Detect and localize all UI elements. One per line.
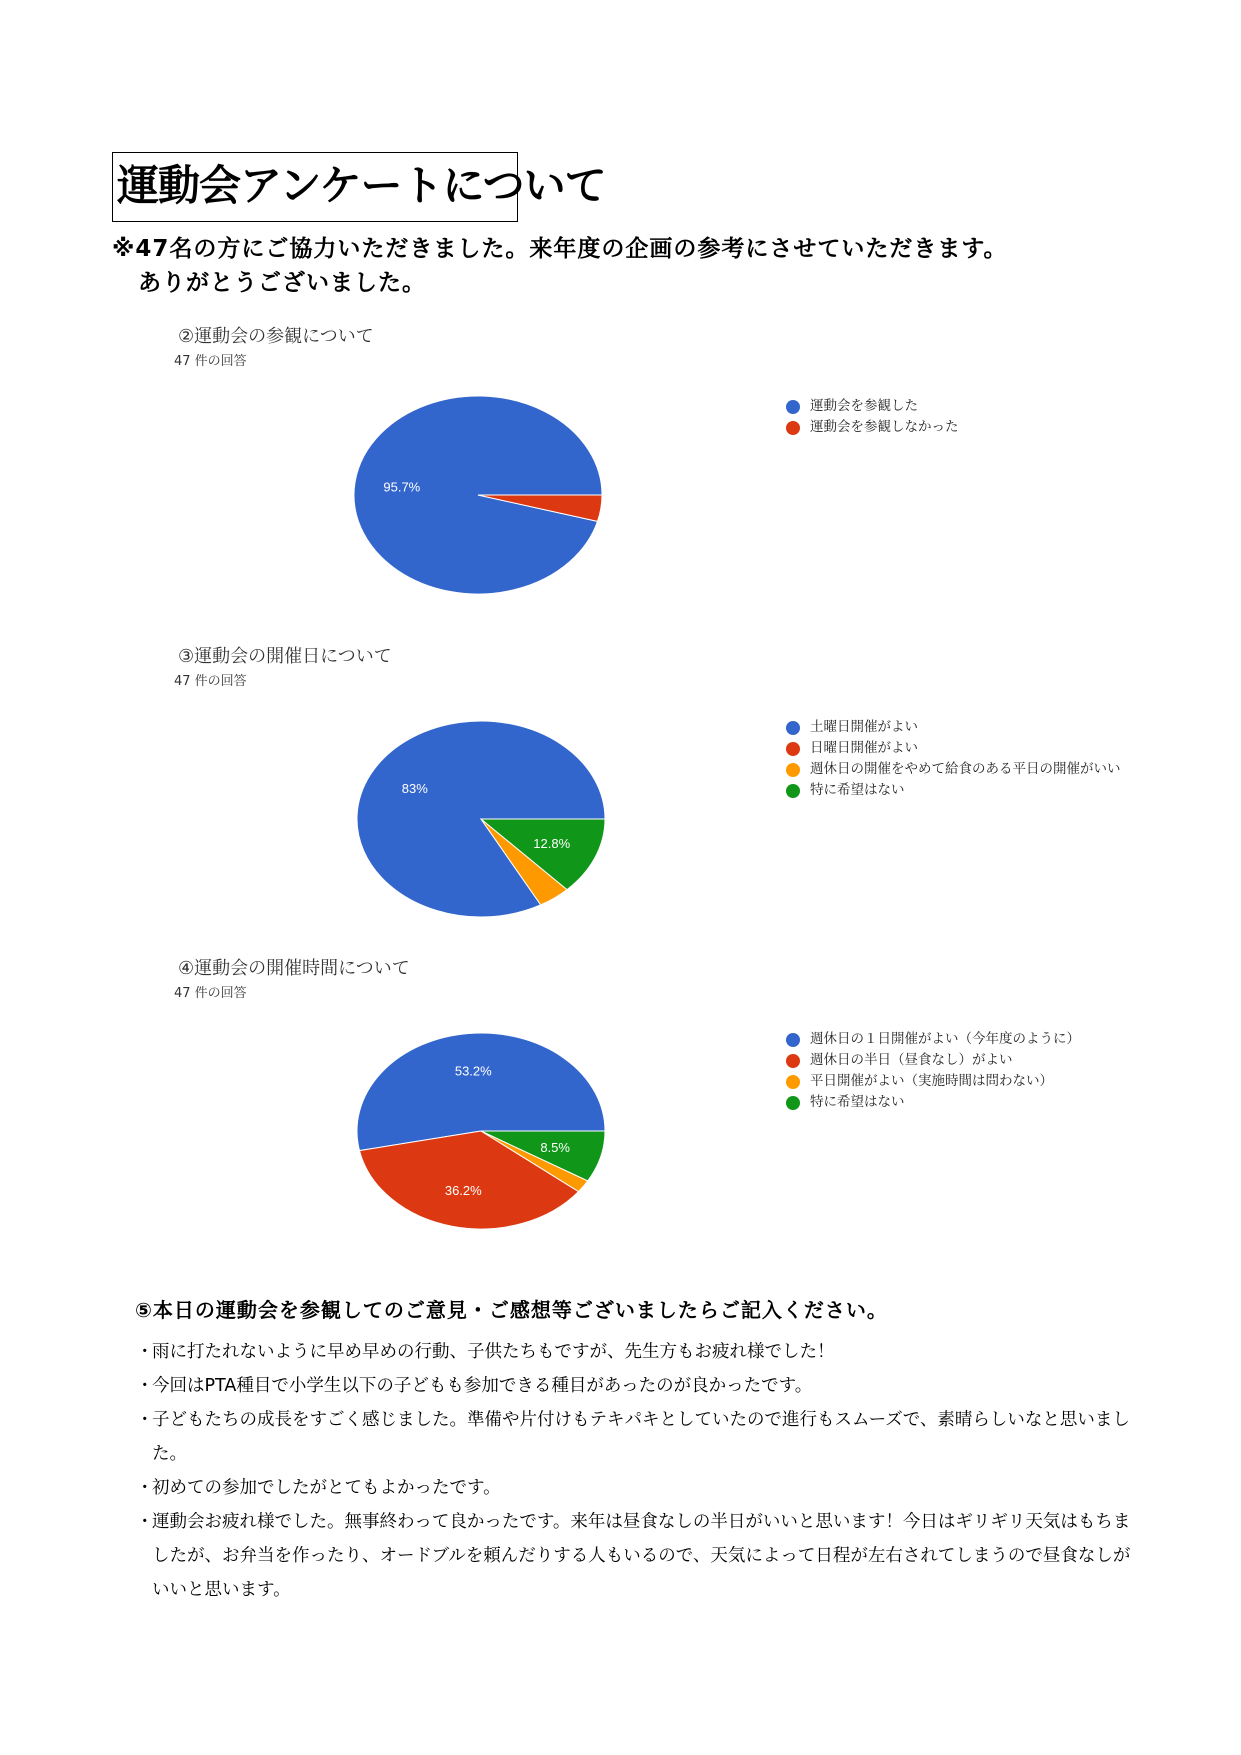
bullet: ・ [136,1376,154,1396]
bullet: ・ [136,1342,154,1362]
legend-label: 週休日の１日開催がよい（今年度のように） [810,1031,1080,1047]
legend-label: 運動会を参観した [810,398,918,414]
legend-item [784,419,1124,436]
legend-item [784,761,1124,778]
comment-text: 初めての参加でしたがとてもよかったです。 [152,1478,501,1498]
bullet: ・ [136,1512,154,1532]
chart-title: ③運動会の開催日について [178,646,392,667]
legend-item [784,398,1124,415]
legend-label: 土曜日開催がよい [810,719,918,735]
legend-item [784,719,1124,736]
legend-label: 特に希望はない [810,782,905,798]
legend-item [784,782,1124,799]
intro-text-line2: ありがとうございました。 [138,270,426,296]
comment-item [130,1403,1140,1471]
legend-swatch [786,1054,800,1068]
comment-item [130,1471,1140,1505]
pie-chart-attendance [0,318,1241,618]
pie-data-label: 53.2% [454,1063,492,1079]
bullet: ・ [136,1478,154,1498]
chart-block-event-time [0,950,1241,1250]
comment-text: 運動会お疲れ様でした。無事終わって良かったです。来年は昼食なしの半日がいいと思います！今日はギリギリ天気はもちましたが、お弁当を作ったり、オードブルを頼んだりする人もいるので、天気によって日程が左右されてしまうので昼食なしがいいと思います。 [152,1512,1131,1600]
pie-data-label: 12.8% [533,835,571,851]
legend-item [784,1073,1124,1090]
page-title: 運動会アンケートについて [112,152,518,222]
legend-item [784,1031,1124,1048]
bullet: ・ [136,1410,154,1430]
intro-text-line1: ※47名の方にご協力いただきました。来年度の企画の参考にさせていただきます。 [112,236,1008,262]
legend-swatch [786,721,800,735]
comment-text: 今回はPTA種目で小学生以下の子どもも参加できる種目があったのが良かったです。 [152,1376,813,1396]
comments-list [130,1335,1140,1607]
legend-swatch [786,1033,800,1047]
legend-item [784,1052,1124,1069]
chart-legend [784,398,1124,440]
chart-legend [784,719,1124,803]
pie-data-label: 36.2% [444,1183,482,1199]
chart-block-event-day [0,638,1241,938]
comments-question: ⑤本日の運動会を参観してのご意見・ご感想等ございましたらご記入ください。 [135,1298,888,1322]
legend-label: 特に希望はない [810,1094,905,1110]
chart-response-count: 47 件の回答 [174,354,247,369]
comment-item [130,1505,1140,1607]
comment-text: 雨に打たれないように早め早めの行動、子供たちもですが、先生方もお疲れ様でした！ [152,1342,835,1362]
chart-legend [784,1031,1124,1115]
pie-data-label: 95.7% [383,479,421,495]
chart-title: ④運動会の開催時間について [178,958,410,979]
pie-data-label: 8.5% [540,1140,570,1156]
legend-swatch [786,421,800,435]
comment-item [130,1369,1140,1403]
legend-swatch [786,742,800,756]
legend-swatch [786,1096,800,1110]
chart-title: ②運動会の参観について [178,326,374,347]
comments-section [130,1294,1140,1607]
chart-response-count: 47 件の回答 [174,986,247,1001]
legend-label: 週休日の半日（昼食なし）がよい [810,1052,1013,1068]
legend-label: 平日開催がよい（実施時間は問わない） [810,1073,1053,1089]
legend-item [784,740,1124,757]
legend-label: 運動会を参観しなかった [810,419,959,435]
legend-swatch [786,784,800,798]
chart-response-count: 47 件の回答 [174,674,247,689]
comment-item [130,1335,1140,1369]
legend-swatch [786,1075,800,1089]
comment-text: 子どもたちの成長をすごく感じました。準備や片付けもテキパキとしていたので進行もスムーズで、素晴らしいなと思いました。 [152,1410,1130,1464]
legend-swatch [786,400,800,414]
legend-label: 日曜日開催がよい [810,740,918,756]
legend-label: 週休日の開催をやめて給食のある平日の開催がいい [810,761,1121,777]
chart-block-attendance [0,318,1241,618]
pie-data-label: 83% [401,781,428,797]
legend-item [784,1094,1124,1111]
legend-swatch [786,763,800,777]
